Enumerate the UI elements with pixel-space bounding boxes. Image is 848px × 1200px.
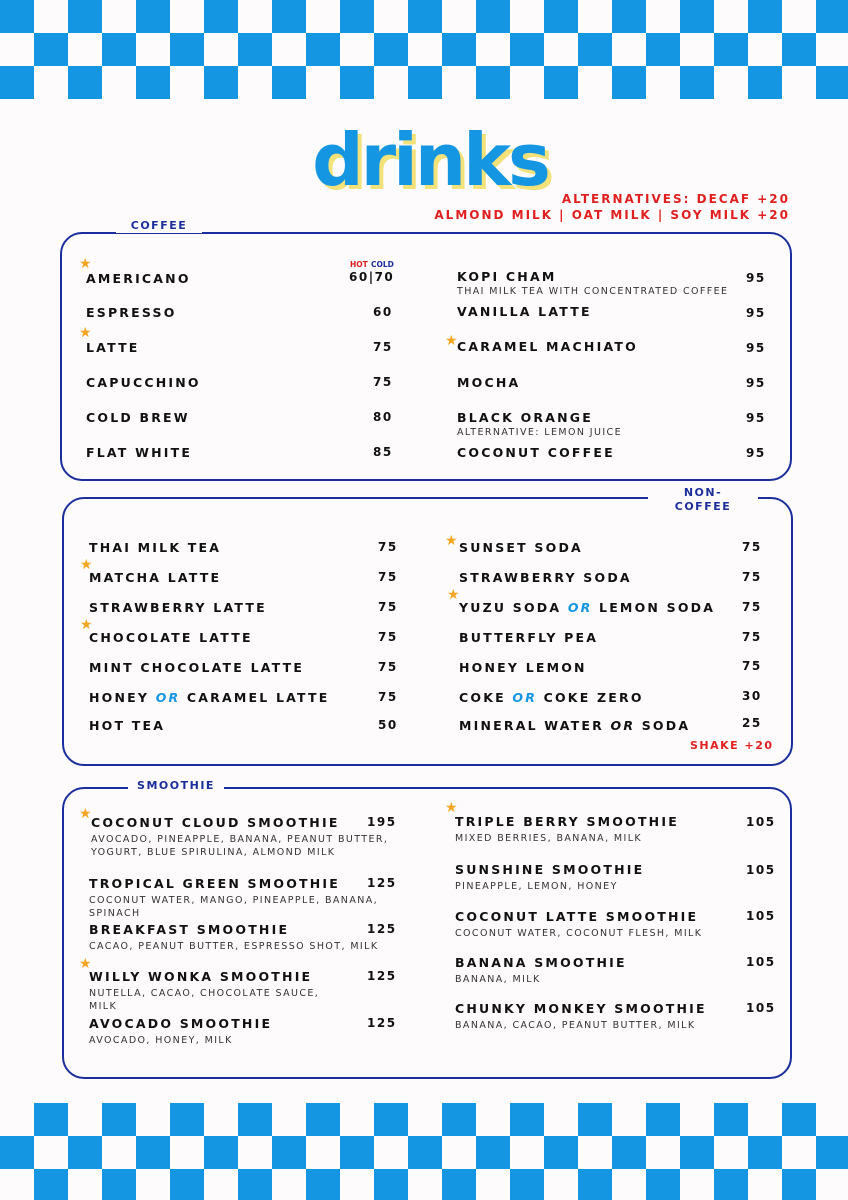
item-description-line: COCONUT WATER, MANGO, PINEAPPLE, BANANA, (89, 895, 379, 906)
item-name-part: COKE ZERO (543, 690, 644, 705)
item-description-line: AVOCADO, HONEY, MILK (89, 1035, 233, 1046)
checker-square (0, 1136, 34, 1169)
item-description (91, 833, 411, 859)
item-price: 75 (742, 540, 762, 554)
item-price: 95 (746, 376, 766, 390)
cold-label: COLD (371, 260, 394, 269)
item-price: 75 (378, 540, 398, 554)
item-name: COLD BREW (86, 410, 190, 425)
item-price: 60|70 (349, 270, 395, 284)
checker-square (714, 33, 748, 66)
item-name: FLAT WHITE (86, 445, 193, 460)
item-description-line: BANANA, MILK (455, 974, 541, 985)
item-name: MINT CHOCOLATE LATTE (89, 660, 305, 675)
item-name (459, 600, 715, 615)
item-name-part: YUZU SODA (459, 600, 562, 615)
star-icon: ★ (445, 333, 458, 349)
item-name: LATTE (86, 340, 140, 355)
checker-square (442, 1103, 476, 1136)
item-price: 105 (746, 909, 776, 923)
item-price: 25 (742, 716, 762, 730)
item-price: 60 (373, 305, 393, 319)
item-price: 125 (367, 922, 397, 936)
item-name: SUNSHINE SMOOTHIE (455, 862, 645, 877)
checker-square (306, 1169, 340, 1200)
item-price: 75 (378, 630, 398, 644)
item-name: HOT TEA (89, 718, 166, 733)
item-name: VANILLA LATTE (457, 304, 592, 319)
checker-square (476, 0, 510, 33)
checker-square (578, 33, 612, 66)
item-description-line: MILK (89, 1001, 118, 1012)
star-icon: ★ (80, 617, 93, 633)
checker-square (272, 66, 306, 99)
shake-note: SHAKE +20 (690, 739, 774, 752)
item-description (455, 927, 775, 940)
item-name: COCONUT CLOUD SMOOTHIE (91, 815, 340, 830)
item-name: BLACK ORANGE (457, 410, 593, 425)
item-price: 95 (746, 411, 766, 425)
checker-square (544, 66, 578, 99)
item-price: 75 (378, 690, 398, 704)
item-price: 95 (746, 446, 766, 460)
or-word: OR (567, 600, 593, 615)
item-name: BREAKFAST SMOOTHIE (89, 922, 290, 937)
item-description-line: AVOCADO, PINEAPPLE, BANANA, PEANUT BUTTER, (91, 834, 389, 845)
checker-square (238, 1103, 272, 1136)
menu-title: drinks (312, 118, 548, 202)
item-price: 125 (367, 969, 397, 983)
item-price: 105 (746, 863, 776, 877)
item-description: ALTERNATIVE: LEMON JUICE (457, 427, 622, 438)
item-name-part: SODA (641, 718, 691, 733)
checker-square (544, 0, 578, 33)
item-price: 125 (367, 1016, 397, 1030)
star-icon: ★ (445, 800, 458, 816)
checker-square (510, 33, 544, 66)
item-description (455, 832, 775, 845)
checker-square (0, 66, 34, 99)
checker-square (34, 1103, 68, 1136)
smoothie-section-label: SMOOTHIE (128, 779, 224, 793)
star-icon: ★ (79, 256, 92, 272)
checker-square (0, 0, 34, 33)
checker-square (714, 1169, 748, 1200)
alternatives-line-1: ALTERNATIVES: DECAF +20 (561, 192, 790, 206)
item-name-part: LEMON SODA (599, 600, 716, 615)
checker-square (578, 1169, 612, 1200)
checker-square (102, 1103, 136, 1136)
item-price: 30 (742, 689, 762, 703)
item-description-line: CACAO, PEANUT BUTTER, ESPRESSO SHOT, MILK (89, 941, 379, 952)
item-description (455, 880, 775, 893)
item-price: 85 (373, 445, 393, 459)
item-price: 80 (373, 410, 393, 424)
item-name: THAI MILK TEA (89, 540, 222, 555)
star-icon: ★ (79, 956, 92, 972)
checker-square (748, 66, 782, 99)
item-price: 50 (378, 718, 398, 732)
item-price: 95 (746, 306, 766, 320)
checker-square (782, 1103, 816, 1136)
checker-square (340, 0, 374, 33)
item-description-line: PINEAPPLE, LEMON, HONEY (455, 881, 618, 892)
item-name: COCONUT COFFEE (457, 445, 615, 460)
item-name (459, 718, 690, 733)
item-name: HONEY LEMON (459, 660, 587, 675)
item-price: 75 (742, 630, 762, 644)
checker-square (170, 33, 204, 66)
item-name: MATCHA LATTE (89, 570, 222, 585)
item-name (89, 690, 330, 705)
item-price: 105 (746, 955, 776, 969)
checker-square (510, 1169, 544, 1200)
item-name: CHOCOLATE LATTE (89, 630, 253, 645)
checker-square (306, 1103, 340, 1136)
item-description-line: YOGURT, BLUE SPIRULINA, ALMOND MILK (91, 847, 336, 858)
checker-square (272, 1136, 306, 1169)
item-name: STRAWBERRY LATTE (89, 600, 267, 615)
item-name: TRIPLE BERRY SMOOTHIE (455, 814, 679, 829)
item-name: CHUNKY MONKEY SMOOTHIE (455, 1001, 707, 1016)
noncoffee-label-line-2: COFFEE (674, 500, 732, 513)
checker-square (476, 1136, 510, 1169)
checker-square (544, 1136, 578, 1169)
checker-square (612, 1136, 646, 1169)
star-icon: ★ (445, 533, 458, 549)
item-name: TROPICAL GREEN SMOOTHIE (89, 876, 341, 891)
checker-square (204, 66, 238, 99)
checker-square (374, 1103, 408, 1136)
or-word: OR (512, 690, 538, 705)
item-description (455, 1019, 775, 1032)
item-description (89, 1034, 409, 1047)
item-name: AVOCADO SMOOTHIE (89, 1016, 273, 1031)
checker-square (680, 0, 714, 33)
item-name: MOCHA (457, 375, 521, 390)
checker-square (408, 1136, 442, 1169)
checker-square (680, 1136, 714, 1169)
item-name: KOPI CHAM (457, 269, 557, 284)
checker-square (68, 66, 102, 99)
checker-square (102, 33, 136, 66)
item-description (89, 894, 409, 920)
checker-square (340, 1136, 374, 1169)
checker-square (748, 0, 782, 33)
star-icon: ★ (79, 806, 92, 822)
hot-label: HOT (350, 260, 368, 269)
item-name: BUTTERFLY PEA (459, 630, 599, 645)
item-name: ESPRESSO (86, 305, 177, 320)
checker-square (680, 66, 714, 99)
checker-square (272, 0, 306, 33)
item-name-part: HONEY (89, 690, 150, 705)
item-description-line: COCONUT WATER, COCONUT FLESH, MILK (455, 928, 703, 939)
checker-square (408, 66, 442, 99)
checker-square (816, 0, 848, 33)
alternatives-note (434, 191, 790, 223)
checker-square (816, 1136, 848, 1169)
checker-square (238, 1169, 272, 1200)
item-price: 75 (378, 570, 398, 584)
item-name: AMERICANO (86, 271, 191, 286)
item-name: BANANA SMOOTHIE (455, 955, 627, 970)
item-price: 195 (367, 815, 397, 829)
checker-square (136, 66, 170, 99)
item-description (89, 940, 409, 953)
checker-square (68, 0, 102, 33)
item-price: 105 (746, 815, 776, 829)
item-price: 75 (742, 570, 762, 584)
item-description: THAI MILK TEA WITH CONCENTRATED COFFEE (457, 286, 729, 297)
checker-square (238, 33, 272, 66)
checker-square (442, 1169, 476, 1200)
checker-square (68, 1136, 102, 1169)
item-name: COCONUT LATTE SMOOTHIE (455, 909, 699, 924)
checker-square (782, 1169, 816, 1200)
checker-square (374, 33, 408, 66)
star-icon: ★ (79, 325, 92, 341)
star-icon: ★ (447, 587, 460, 603)
bottom-checker-border (0, 1103, 848, 1200)
item-name: CARAMEL MACHIATO (457, 339, 638, 354)
item-description (455, 973, 775, 986)
item-price: 95 (746, 271, 766, 285)
or-word: OR (610, 718, 636, 733)
item-description-line: MIXED BERRIES, BANANA, MILK (455, 833, 643, 844)
item-name: STRAWBERRY SODA (459, 570, 632, 585)
checker-square (170, 1103, 204, 1136)
item-price: 75 (373, 375, 393, 389)
checker-square (170, 1169, 204, 1200)
checker-square (612, 0, 646, 33)
item-name-part: COKE (459, 690, 506, 705)
item-name-part: CARAMEL LATTE (186, 690, 330, 705)
noncoffee-label-line-1: NON- (683, 486, 723, 499)
checker-square (34, 33, 68, 66)
checker-square (612, 66, 646, 99)
checker-square (408, 0, 442, 33)
item-price: 75 (373, 340, 393, 354)
item-description (89, 987, 409, 1013)
checker-square (136, 0, 170, 33)
item-description-line: SPINACH (89, 908, 141, 919)
item-price: 75 (742, 600, 762, 614)
star-icon: ★ (80, 557, 93, 573)
item-price: 75 (742, 659, 762, 673)
alternatives-line-2: ALMOND MILK | OAT MILK | SOY MILK +20 (434, 208, 790, 222)
item-price: 75 (378, 600, 398, 614)
coffee-panel (60, 232, 792, 481)
checker-square (646, 33, 680, 66)
checker-square (204, 0, 238, 33)
item-name: WILLY WONKA SMOOTHIE (89, 969, 313, 984)
item-description-line: NUTELLA, CACAO, CHOCOLATE SAUCE, (89, 988, 320, 999)
checker-square (782, 33, 816, 66)
item-description-line: BANANA, CACAO, PEANUT BUTTER, MILK (455, 1020, 696, 1031)
item-name: SUNSET SODA (459, 540, 583, 555)
checker-square (510, 1103, 544, 1136)
top-checker-border (0, 0, 848, 99)
checker-square (714, 1103, 748, 1136)
checker-square (442, 33, 476, 66)
checker-square (646, 1103, 680, 1136)
checker-square (374, 1169, 408, 1200)
item-price: 125 (367, 876, 397, 890)
checker-square (136, 1136, 170, 1169)
noncoffee-section-label (648, 486, 758, 514)
item-name: CAPUCCHINO (86, 375, 201, 390)
item-price: 105 (746, 1001, 776, 1015)
item-price: 75 (378, 660, 398, 674)
checker-square (102, 1169, 136, 1200)
checker-square (34, 1169, 68, 1200)
checker-square (306, 33, 340, 66)
or-word: OR (155, 690, 181, 705)
coffee-section-label: COFFEE (116, 219, 202, 233)
item-price: 95 (746, 341, 766, 355)
item-name-part: MINERAL WATER (459, 718, 604, 733)
item-name (459, 690, 644, 705)
checker-square (476, 66, 510, 99)
checker-square (578, 1103, 612, 1136)
checker-square (204, 1136, 238, 1169)
checker-square (748, 1136, 782, 1169)
checker-square (646, 1169, 680, 1200)
checker-square (340, 66, 374, 99)
checker-square (816, 66, 848, 99)
